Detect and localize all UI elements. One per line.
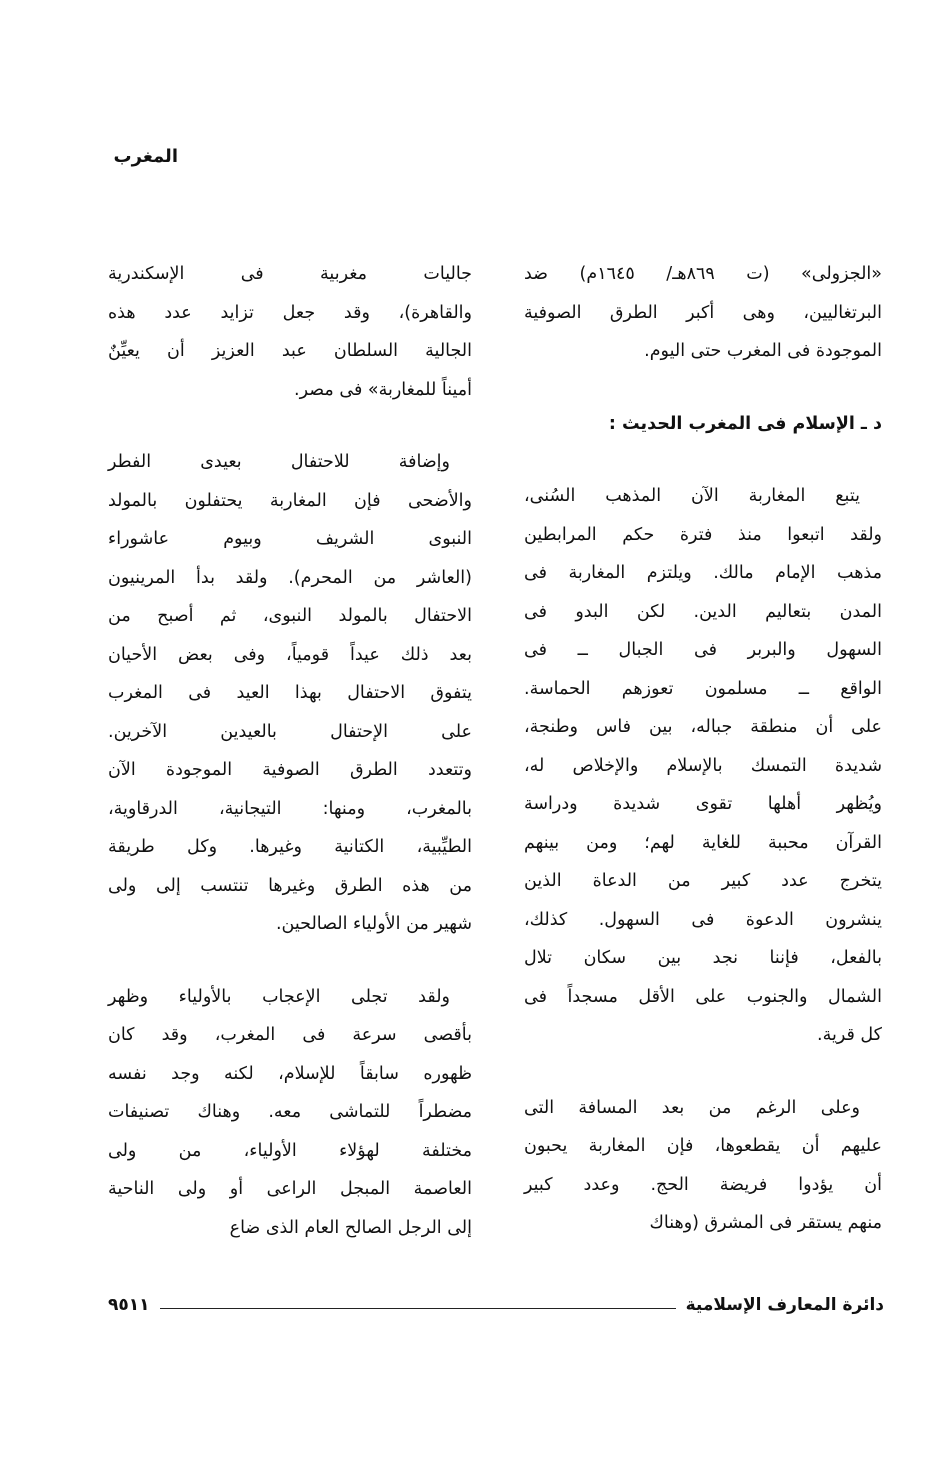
section-heading bbox=[524, 405, 882, 444]
text-line: النبوى الشريف وبيوم عاشوراء bbox=[108, 529, 472, 549]
text-line: ولقد تجلى الإعجاب بالأولياء وظهر bbox=[108, 986, 450, 1007]
text-line: د ـ الإسلام فى المغرب الحديث : bbox=[608, 413, 882, 434]
text-line: الشمال والجنوب على الأقل مسجداً فى bbox=[524, 986, 882, 1007]
text-line: منهم يستقر فى المشرق (وهناك bbox=[649, 1213, 882, 1233]
text-line: أميناً للمغاربة» فى مصر. bbox=[294, 379, 472, 400]
page-number: ٩٥١١ bbox=[108, 1295, 150, 1315]
text-line: بأقصى سرعة فى المغرب، وقد كان bbox=[108, 1025, 472, 1045]
text-line: ينشرون الدعوة فى السهول. كذلك، bbox=[524, 909, 882, 930]
text-line: مختلفة لهؤلاء الأولياء، من ولى bbox=[108, 1140, 472, 1161]
text-line: بالمغرب، ومنها: التيجانية، الدرقاوية، bbox=[108, 798, 472, 819]
text-line: وإضافة للاحتفال بعيدى الفطر bbox=[108, 452, 450, 472]
text-line: شديدة التمسك بالإسلام والإخلاص له، bbox=[524, 755, 882, 776]
text-line: شهير من الأولياء الصالحين. bbox=[275, 914, 472, 934]
text-line: يتبع المغاربة الآن المذهب السُنى، bbox=[524, 486, 860, 506]
text-line: أن يؤدوا فريضة الحج. وعدد كبير bbox=[524, 1174, 882, 1195]
paragraph bbox=[524, 255, 882, 371]
text-line: والأضحى فإن المغاربة يحتفلون بالمولد bbox=[108, 490, 472, 511]
text-line: مذهب الإمام مالك. ويلتزم المغاربة فى bbox=[524, 563, 882, 583]
text-line: الطيِّبية، الكتانية وغيرها. وكل طريقة bbox=[108, 837, 472, 857]
text-line: القرآن محببة للغاية لهم؛ ومن بينهم bbox=[524, 832, 882, 853]
text-line: (العاشر من المحرم). ولقد بدأ المرينيون bbox=[108, 567, 472, 588]
text-line: البرتغاليين، وهى أكبر الطرق الصوفية bbox=[524, 302, 882, 323]
publication-title: دائرة المعارف الإسلامية bbox=[685, 1295, 884, 1315]
text-line: وعلى الرغم من بعد المسافة التى bbox=[524, 1097, 860, 1118]
text-line: يتفوق الاحتفال بهذا العيد فى المغرب bbox=[108, 683, 472, 703]
text-line: ولقد اتبعوا منذ فترة حكم المرابطين bbox=[524, 524, 882, 545]
text-line: بالفعل، فإننا نجد بين سكان تلال bbox=[524, 948, 882, 968]
text-line: كل قرية. bbox=[817, 1025, 882, 1045]
text-line: «الجزولى» (ت ٨٦٩هـ/ ١٦٤٥م) ضد bbox=[524, 264, 882, 284]
paragraph bbox=[108, 978, 472, 1248]
text-line: والقاهرة)، وقد جعل تزايد عدد هذه bbox=[108, 302, 472, 323]
paragraph bbox=[108, 443, 472, 944]
text-line: الاحتفال بالمولد النبوى، ثم أصبح من bbox=[108, 606, 472, 626]
footer-divider bbox=[160, 1308, 676, 1309]
text-line: وتتعدد الطرق الصوفية الموجودة الآن bbox=[108, 760, 472, 780]
right-text-column bbox=[524, 255, 882, 1277]
text-line: الموجودة فى المغرب حتى اليوم. bbox=[644, 341, 882, 361]
paragraph bbox=[524, 477, 882, 1055]
text-line: المدن بتعاليم الدين. لكن البدو فى bbox=[524, 601, 882, 622]
text-line: السهول والبربر فى الجبال ــ فى bbox=[524, 640, 882, 660]
text-line: عليهم أن يقطعوها، فإن المغاربة يحبون bbox=[524, 1136, 882, 1156]
text-line: إلى الرجل الصالح العام الذى ضاع bbox=[229, 1217, 472, 1238]
running-header-title: المغرب bbox=[113, 146, 178, 167]
text-line: من هذه الطرق وغيرها تنتسب إلى ولى bbox=[108, 875, 472, 896]
text-line: الجالية السلطان عبد العزيز أن يعيِّنٌ bbox=[108, 341, 472, 361]
paragraph bbox=[108, 255, 472, 409]
text-line: ظهوره سابقاً للإسلام، لكنه وجد نفسه bbox=[108, 1063, 472, 1084]
text-line: على أن منطقة جباله، بين فاس وطنجة، bbox=[524, 717, 882, 737]
text-line: يتخرج عدد كبير من الدعاة الذين bbox=[524, 871, 882, 891]
text-line: على الإحتفال بالعيدين الآخرين. bbox=[108, 721, 472, 742]
text-line: العاصمة المبجل الراعى أو ولى الناحية bbox=[108, 1179, 472, 1199]
text-line: جاليات مغربية فى الإسكندرية bbox=[108, 264, 472, 284]
text-line: مضطراً للتماشى معه. وهناك تصنيفات bbox=[108, 1102, 472, 1122]
page-footer bbox=[108, 1290, 884, 1320]
paragraph bbox=[524, 1089, 882, 1243]
text-line: الواقع ــ مسلمون تعوزهم الحماسة. bbox=[524, 678, 882, 699]
text-line: ويُظهر أهلها تقوى شديدة ودراسة bbox=[524, 794, 882, 814]
left-text-column bbox=[108, 255, 472, 1281]
text-line: بعد ذلك عيداً قومياً، وفى بعض الأحيان bbox=[108, 644, 472, 665]
